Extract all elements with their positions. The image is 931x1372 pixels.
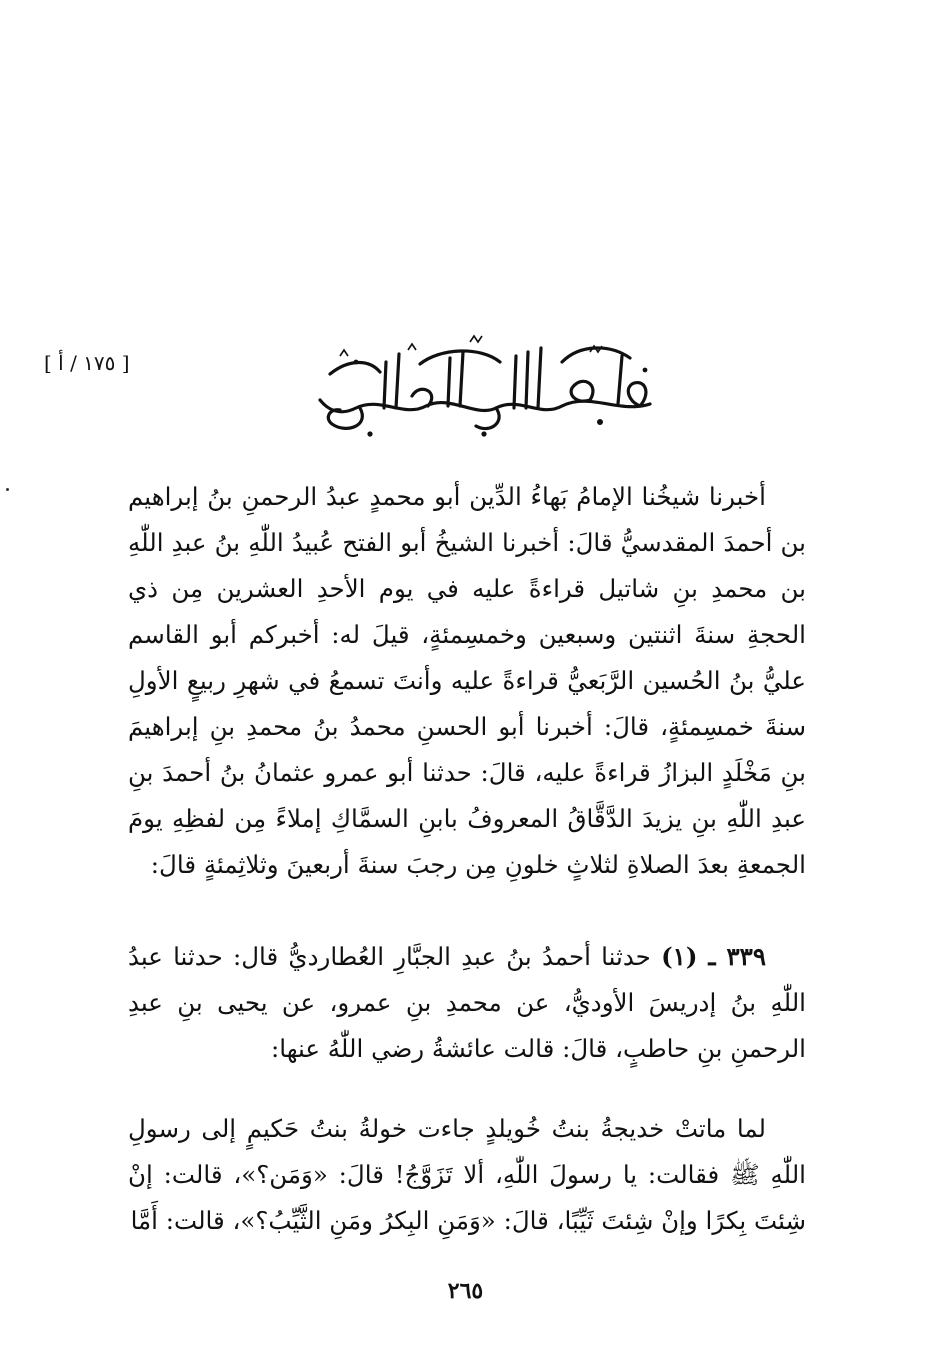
isnad-introduction xyxy=(128,474,806,888)
basmala-calligraphy xyxy=(300,322,670,442)
narration-paragraph: لما ماتتْ خديجةُ بنتُ خُويلدٍ جاءت خولةُ بنتُ حَكيمٍ إلى رسولِ اللّٰهِ ﷺ فقالت: يا رسولَ اللّٰهِ، ألا تَزَوَّجُ! قالَ: «وَمَن؟»، قالت: إنْ شِئتَ بِكرًا وإنْ شِئتَ ثَيِّبًا، قالَ: «وَمَنِ البِكرُ ومَنِ الثَّيِّبُ؟»، قالت: أَمَّا xyxy=(128,1114,806,1235)
manuscript-folio-reference: [ ١٧٥ / أ ] xyxy=(44,351,130,375)
hadith-block xyxy=(128,934,806,1072)
intro-paragraph: أخبرنا شيخُنا الإمامُ بَهاءُ الدِّين أبو محمدٍ عبدُ الرحمنِ بنُ إبراهيم بن أحمدَ المقدسيُّ قالَ: أخبرنا الشيخُ أبو الفتح عُبيدُ اللّٰهِ بنُ عبدِ اللّٰهِ بن محمدِ بنِ شاتيل قراءةً عليه في يوم الأحدِ العشرين مِن ذي الحجةِ سنةَ اثنتين وسبعين وخمسِمئةٍ، قيلَ له: أخبركم أبو القاسم عليُّ بنُ الحُسين الرَّبَعيُّ قراءةً عليه وأنتَ تسمعُ في شهرِ ربيعٍ الأولِ سنةَ خمسِمئةٍ، قالَ: أخبرنا أبو الحسنِ محمدُ بنُ محمدِ بنِ إبراهيمَ بنِ مَخْلَدٍ البزازُ قراءةً عليه، قالَ: حدثنا أبو عمرو عثمانُ بنُ أحمدَ بنِ عبدِ اللّٰهِ بنِ يزيدَ الدَّقَّاقُ المعروفُ بابنِ السمَّاكِ إملاءً مِن لفظِهِ يومَ الجمعةِ بعدَ الصلاةِ لثلاثٍ خلونِ مِن رجبَ سنةَ أربعينَ وثلاثِمئةٍ قالَ: xyxy=(128,482,806,879)
hadith-paragraph xyxy=(128,934,806,1072)
narration-block xyxy=(128,1106,806,1244)
hadith-number: ٣٣٩ ـ (١) xyxy=(661,942,766,971)
hadith-chain-text: حدثنا أحمدُ بنُ عبدِ الجبَّارِ العُطارديُّ قال: حدثنا عبدُ اللّٰهِ بنُ إدريسَ الأوديُّ، عن محمدِ بنِ عمرو، عن يحيى بنِ عبدِ الرحمنِ بنِ حاطبٍ، قالَ: قالت عائشةُ رضي اللّٰهُ عنها: xyxy=(128,942,806,1063)
page-number: ٢٦٥ xyxy=(447,1278,484,1304)
stray-mark xyxy=(6,488,9,491)
